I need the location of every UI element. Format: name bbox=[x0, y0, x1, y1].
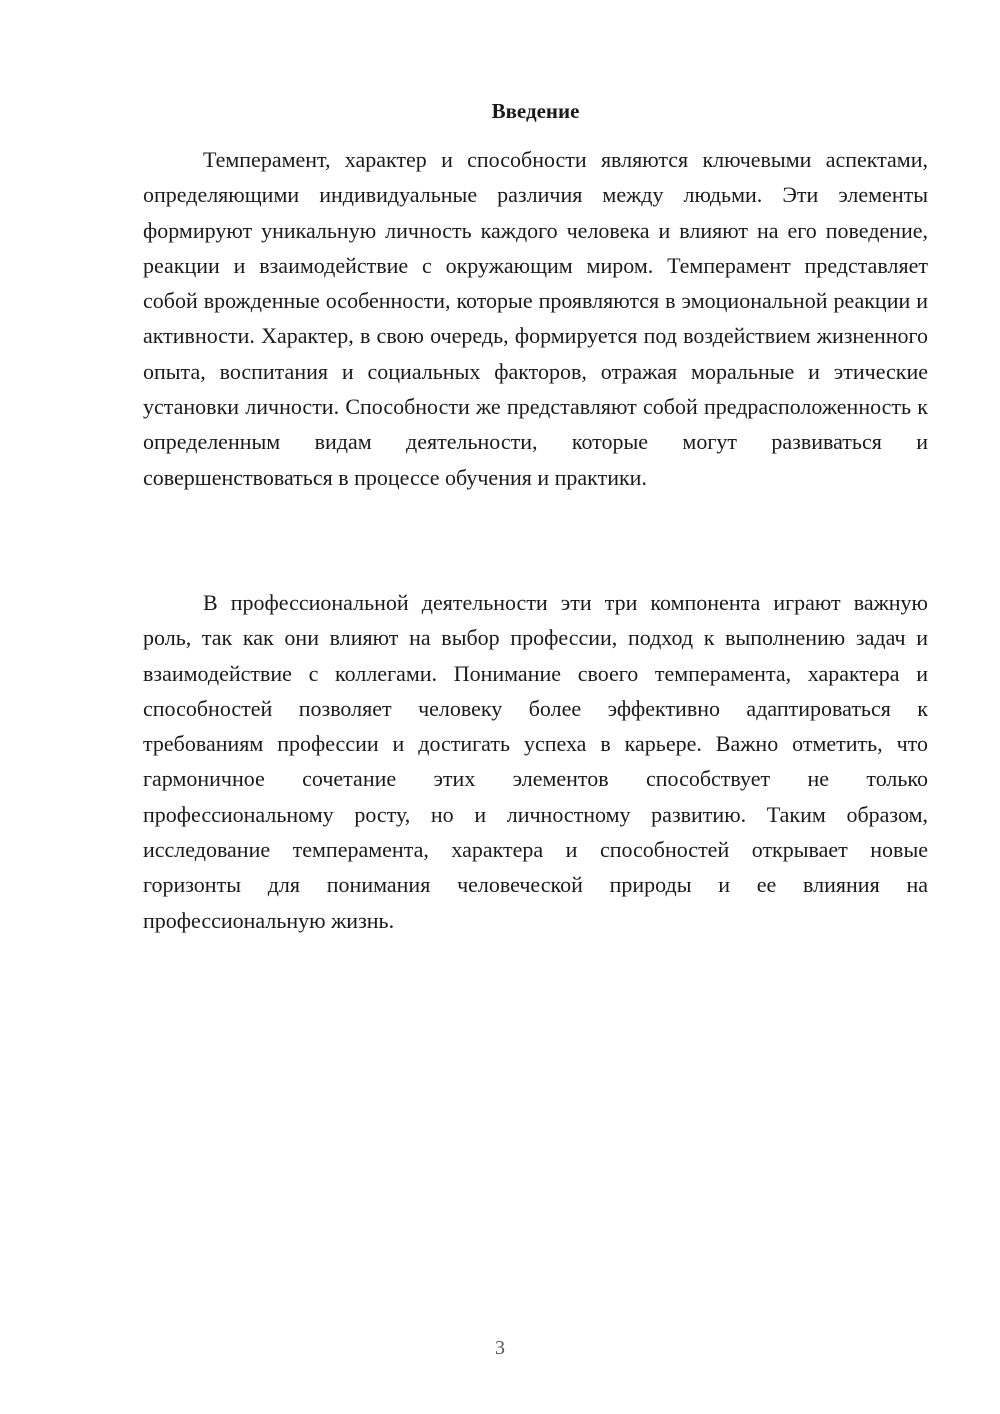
section-heading: Введение bbox=[491, 99, 580, 123]
page-number: 3 bbox=[495, 1337, 505, 1359]
paragraph-2: В профессиональной деятельности эти три компонента играют важную роль, так как они влияют на выбор профессии, подход к выполнению задач и взаимодействие с коллегами. Понимание своего темперамента, характера и способностей позволяет человеку более эффективно адаптироваться к требованиям профессии и достигать успеха в карьере. Важно отметить, что гармоничное сочетание этих элементов способствует не только профессиональному росту, но и личностному развитию. Таким образом, исследование темперамента, характера и способностей открывает новые горизонты для понимания человеческой природы и ее влияния на профессиональную жизнь. bbox=[143, 590, 928, 933]
paragraph-1: Темперамент, характер и способности являются ключевыми аспектами, определяющими индивидуальные различия между людьми. Эти элементы формируют уникальную личность каждого человека и влияют на его поведение, реакции и взаимодействие с окружающим миром. Темперамент представляет собой врожденные особенности, которые проявляются в эмоциональной реакции и активности. Характер, в свою очередь, формируется под воздействием жизненного опыта, воспитания и социальных факторов, отражая моральные и этические установки личности. Способности же представляют собой предрасположенность к определенным видам деятельности, которые могут развиваться и совершенствоваться в процессе обучения и практики. bbox=[143, 147, 928, 490]
